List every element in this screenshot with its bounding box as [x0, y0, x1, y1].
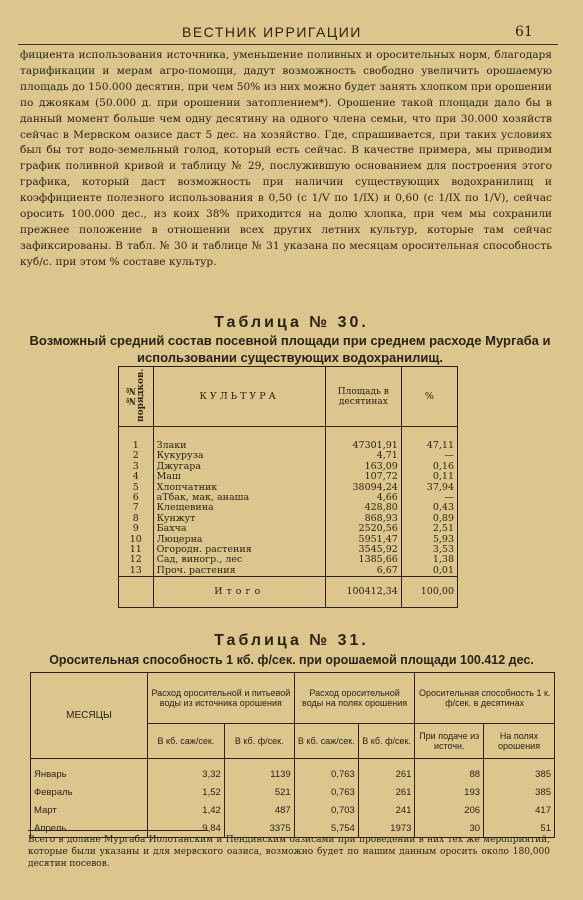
value-cell: 51 [484, 819, 555, 838]
value-cell: 521 [224, 783, 294, 801]
culture-name: аТбак, мак, анаша [153, 493, 325, 503]
pct-value: 2,51 [432, 523, 454, 535]
row-number: 9 [119, 524, 154, 534]
table-30 [118, 366, 458, 608]
value-cell: 1139 [224, 759, 294, 784]
page-number: 61 [515, 24, 533, 40]
total-pct: 100,00 [401, 577, 457, 608]
row-number: 12 [119, 555, 154, 565]
table-31 [30, 672, 555, 838]
col-pct-header: % [401, 367, 457, 427]
pct-value: 0,16 [432, 460, 454, 472]
area-value: 47301,91 [325, 427, 401, 452]
culture-name: Проч. растения [153, 566, 325, 577]
pct-value: 0,01 [432, 564, 454, 576]
sub-fs-2: В кб. ф/сек. [358, 724, 415, 759]
area-value: 38094,24 [325, 483, 401, 493]
value-cell: 1,52 [148, 783, 225, 801]
pct-value: 0,89 [432, 512, 454, 524]
row-number: 13 [119, 566, 154, 577]
pct-value: 5,93 [432, 533, 454, 545]
value-cell: 417 [484, 801, 555, 819]
total-area: 100412,34 [325, 577, 401, 608]
journal-title: ВЕСТНИК ИРРИГАЦИИ [182, 24, 362, 40]
value-cell: 30 [415, 819, 484, 838]
footnote: Всего в долине Мургаба Иолотанским и Пендинским оазисами при проведении в них тех же мероприятий, которые были указаны и для мервского оазиса, возможно будет по нашим данным оросить около 180,000 десятин посевов. [28, 835, 550, 869]
sub-kb-1: В кб. саж/сек. [148, 724, 225, 759]
col-months-header: МЕСЯЦЫ [31, 673, 148, 759]
area-value: 6,67 [325, 566, 401, 577]
row-number: 11 [119, 545, 154, 555]
row-number: 4 [119, 472, 154, 482]
value-cell: 385 [484, 783, 555, 801]
row-number: 3 [119, 462, 154, 472]
culture-name: Маш [153, 472, 325, 482]
footnote-rule [28, 830, 208, 831]
table-row [31, 783, 555, 801]
area-value: 163,09 [325, 462, 401, 472]
area-value: 107,72 [325, 472, 401, 482]
value-cell: 385 [484, 759, 555, 784]
culture-name: Кунжут [153, 514, 325, 524]
group3-header: Оросительная способность 1 к. ф/сек. в десятинах [415, 673, 555, 724]
running-header [0, 22, 583, 42]
table-row [119, 566, 458, 577]
value-cell: 3375 [224, 819, 294, 838]
value-cell: 0,763 [294, 759, 358, 784]
area-value: 1385,66 [325, 555, 401, 565]
value-cell: 1,42 [148, 801, 225, 819]
table-row [31, 801, 555, 819]
value-cell: 193 [415, 783, 484, 801]
value-cell: 3,32 [148, 759, 225, 784]
header-rule [18, 44, 558, 45]
value-cell: 206 [415, 801, 484, 819]
value-cell: 9,84 [148, 819, 225, 838]
row-number: 7 [119, 503, 154, 513]
area-value: 2520,56 [325, 524, 401, 534]
month-name: Январь [31, 759, 148, 784]
culture-name: Бахча [153, 524, 325, 534]
body-text: фициента использования источника, уменьшение поливных и оросительных норм, благодаря тарификации и мерам агро-помощи, дадут возможность свободно увеличить орошаемую площадь до 150.000 десятин, при чем 50% из них можно будет занять хлопком при орошении по джоякам (50.000 д. при орошении затоплением*). Орошение такой площади дало бы в данный момент больше чем одну десятину на одного члена семьи, что при 30.000 хозяйств сейчас в Мервском оазисе даст 5 дес. на хозяйство. Где, спрашивается, при таких условиях был бы тот водо-земельный голод, который есть сейчас. В качестве примера, мы приводим график поливной кривой и таблицу № 29, послужившую основанием для построения этого графика, который даст возможность при наличии существующих водохранилищ и коэффициенте полезного использования в 0,50 (с 1/V по 1/IX) и 0,60 (с 1/IX по 1/V), сейчас оросить 100.000 дес., из коих 38% приходится на долю хлопка, при чем мы сохранили прежнее положение в отношении всех других летних культур, которые там сейчас зафиксированы. В табл. № 30 и таблице № 31 указана по месяцам оросительная способность куб/с. при этом % составе культур. [20, 49, 552, 268]
sub-fs-1: В кб. ф/сек. [224, 724, 294, 759]
value-cell: 1973 [358, 819, 415, 838]
table-row [31, 759, 555, 784]
pct-value: 47,11 [426, 440, 454, 451]
table31-subtitle: Оросительная способность 1 кб. ф/сек. при орошаемой площади 100.412 дес. [49, 653, 534, 667]
area-value: 428,80 [325, 503, 401, 513]
total-label: Итого [153, 577, 325, 608]
pct-value: — [444, 450, 454, 462]
sub-fld: На полях орошения [484, 724, 555, 759]
table31-title: Таблица № 31. [214, 632, 369, 649]
group1-header: Расход оросительной и питьевой воды из источника орошения [148, 673, 295, 724]
value-cell: 241 [358, 801, 415, 819]
pct-value: 37,94 [426, 481, 454, 493]
value-cell: 261 [358, 759, 415, 784]
sub-kb-2: В кб. саж/сек. [294, 724, 358, 759]
culture-name: Клещевина [153, 503, 325, 513]
sub-src: При подаче из источн. [415, 724, 484, 759]
table30-title: Таблица № 30. [214, 314, 369, 331]
col-area-header: Площадь в десятинах [325, 367, 401, 427]
pct-value: 0,11 [432, 471, 454, 483]
pct-value: 3,53 [432, 544, 454, 556]
culture-name: Джугара [153, 462, 325, 472]
value-cell: 0,703 [294, 801, 358, 819]
value-cell: 5,754 [294, 819, 358, 838]
col-num-header: №№ порядков. [119, 367, 154, 427]
row-number: 8 [119, 514, 154, 524]
table30-subtitle: Возможный средний состав посевной площади при среднем расходе Мургаба и использовании существующих водохранилищ. [29, 333, 551, 365]
total-row [119, 577, 458, 608]
row-number: 2 [119, 451, 154, 461]
value-cell: 88 [415, 759, 484, 784]
area-value: 3545,92 [325, 545, 401, 555]
col-culture-header: КУЛЬТУРА [153, 367, 325, 427]
culture-name: Кукуруза [153, 451, 325, 461]
pct-value: 1,38 [432, 554, 454, 566]
row-number: 5 [119, 483, 154, 493]
table-row [119, 427, 458, 452]
area-value: 5951,47 [325, 535, 401, 545]
month-name: Март [31, 801, 148, 819]
value-cell: 0,763 [294, 783, 358, 801]
row-number: 10 [119, 535, 154, 545]
pct-value: 0,43 [432, 502, 454, 514]
pct-value: — [444, 492, 454, 504]
area-value: 4,71 [325, 451, 401, 461]
culture-name: Злаки [153, 427, 325, 452]
month-name: Апрель [31, 819, 148, 838]
body-paragraph [20, 48, 552, 271]
value-cell: 261 [358, 783, 415, 801]
row-number: 1 [119, 427, 154, 452]
culture-name: Люцерна [153, 535, 325, 545]
row-number: 6 [119, 493, 154, 503]
area-value: 4,66 [325, 493, 401, 503]
culture-name: Огородн. растения [153, 545, 325, 555]
month-name: Февраль [31, 783, 148, 801]
value-cell: 487 [224, 801, 294, 819]
culture-name: Сад, виногр., лес [153, 555, 325, 565]
area-value: 868,93 [325, 514, 401, 524]
total-empty [119, 577, 154, 608]
culture-name: Хлопчатник [153, 483, 325, 493]
group2-header: Расход оросительной воды на полях орошения [294, 673, 415, 724]
